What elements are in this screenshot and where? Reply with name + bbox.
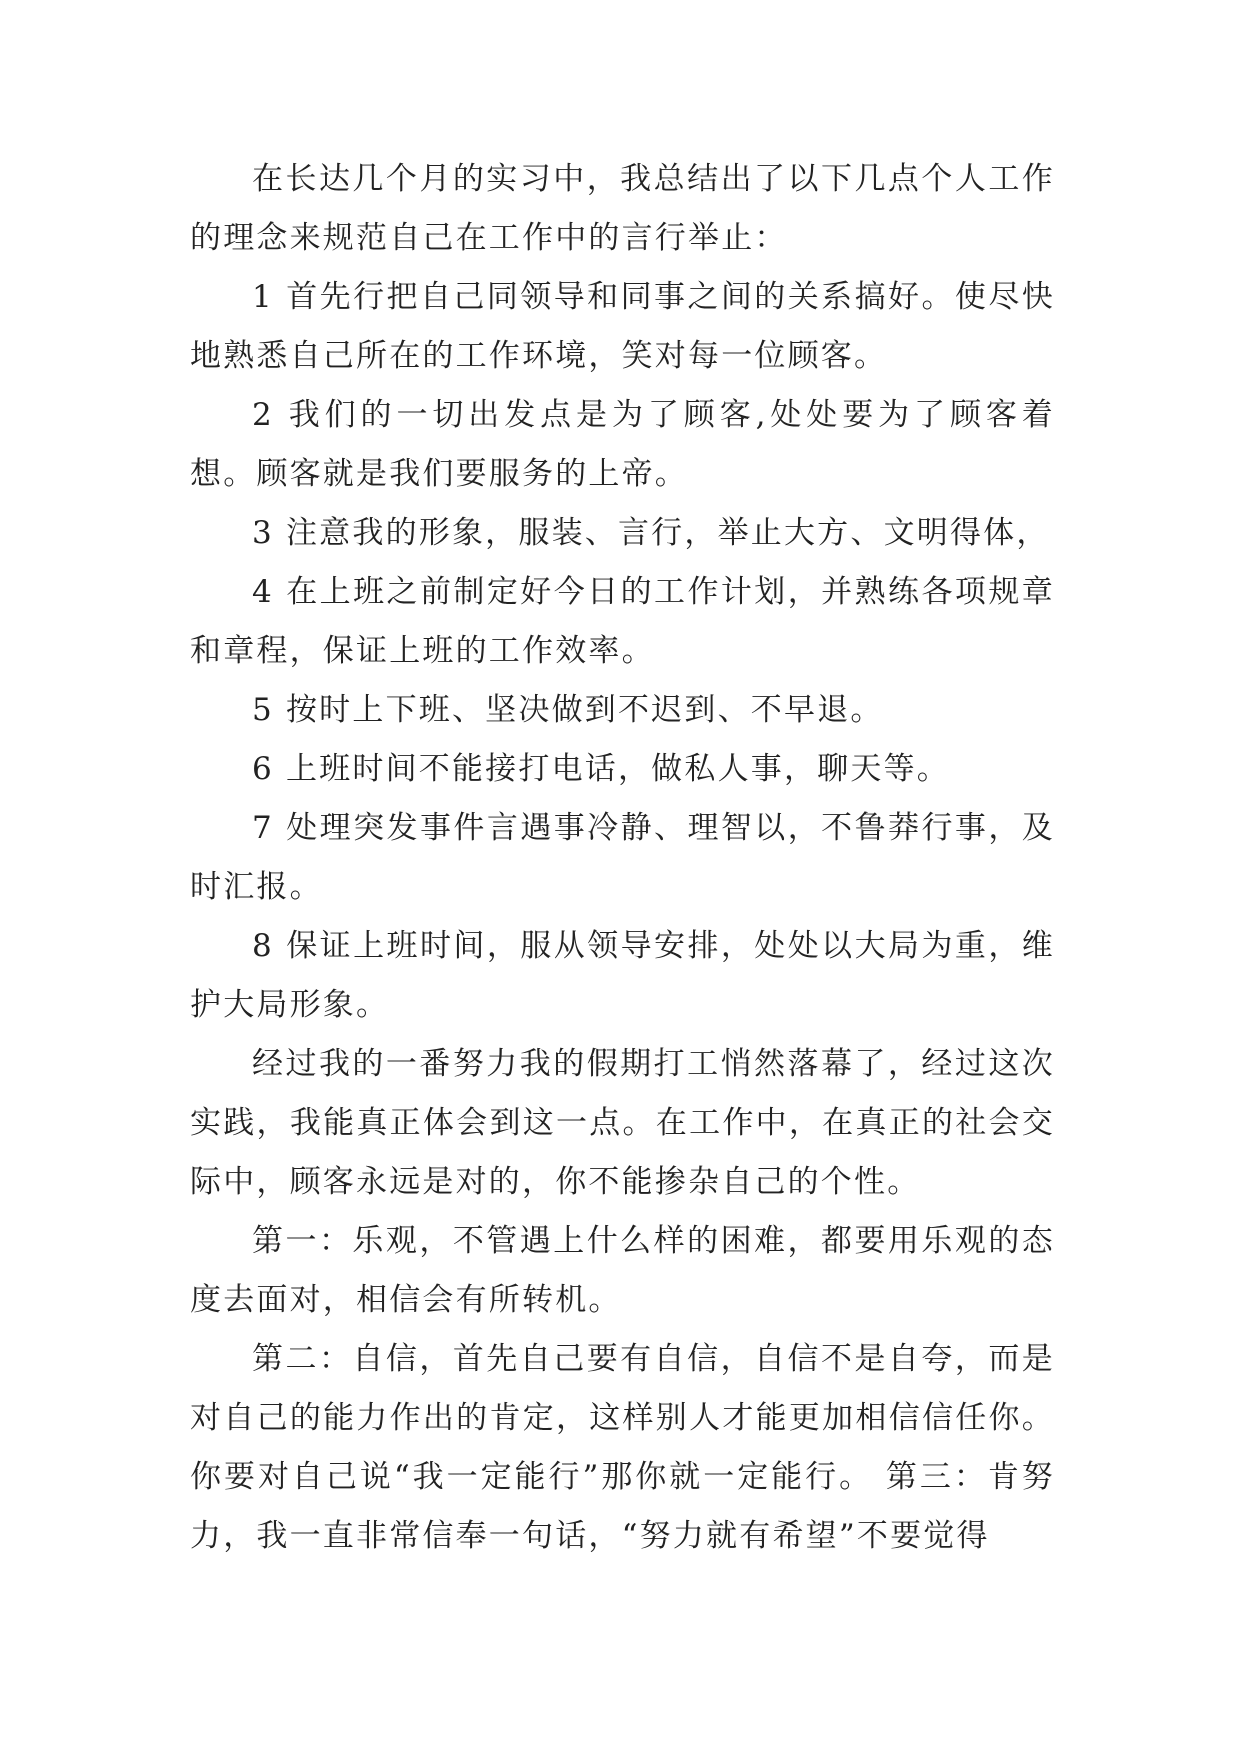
paragraph-point-two: 第二：自信，首先自己要有自信，自信不是自夸，而是对自己的能力作出的肯定，这样别人才能更加相信信任你。你要对自己说“我一定能行”那你就一定能行。 第三：肯努力，我一直非常信奉一句话，“努力就有希望”不要觉得	[190, 1341, 1055, 1554]
paragraph-item-2: 2 我们的一切出发点是为了顾客,处处要为了顾客着想。顾客就是我们要服务的上帝。	[190, 397, 1055, 492]
paragraph-item-7: 7 处理突发事件言遇事冷静、理智以，不鲁莽行事，及时汇报。	[190, 810, 1055, 905]
paragraph-item-8: 8 保证上班时间，服从领导安排，处处以大局为重，维护大局形象。	[190, 928, 1055, 1023]
paragraph-item-5: 5 按时上下班、坚决做到不迟到、不早退。	[252, 692, 884, 728]
paragraph-point-one: 第一：乐观，不管遇上什么样的困难，都要用乐观的态度去面对，相信会有所转机。	[190, 1223, 1055, 1318]
paragraph-item-6: 6 上班时间不能接打电话，做私人事，聊天等。	[252, 751, 950, 787]
document-body	[190, 150, 1055, 1566]
paragraph-item-4: 4 在上班之前制定好今日的工作计划，并熟练各项规章和章程，保证上班的工作效率。	[190, 574, 1055, 669]
paragraph-intro: 在长达几个月的实习中，我总结出了以下几点个人工作的理念来规范自己在工作中的言行举止：	[190, 161, 1055, 256]
paragraph-item-3: 3 注意我的形象，服装、言行，举止大方、文明得体，	[252, 515, 1050, 551]
paragraph-item-1: 1 首先行把自己同领导和同事之间的关系搞好。使尽快地熟悉自己所在的工作环境，笑对每一位顾客。	[190, 279, 1055, 374]
paragraph-reflection: 经过我的一番努力我的假期打工悄然落幕了，经过这次实践，我能真正体会到这一点。在工作中，在真正的社会交际中，顾客永远是对的，你不能掺杂自己的个性。	[190, 1046, 1055, 1200]
